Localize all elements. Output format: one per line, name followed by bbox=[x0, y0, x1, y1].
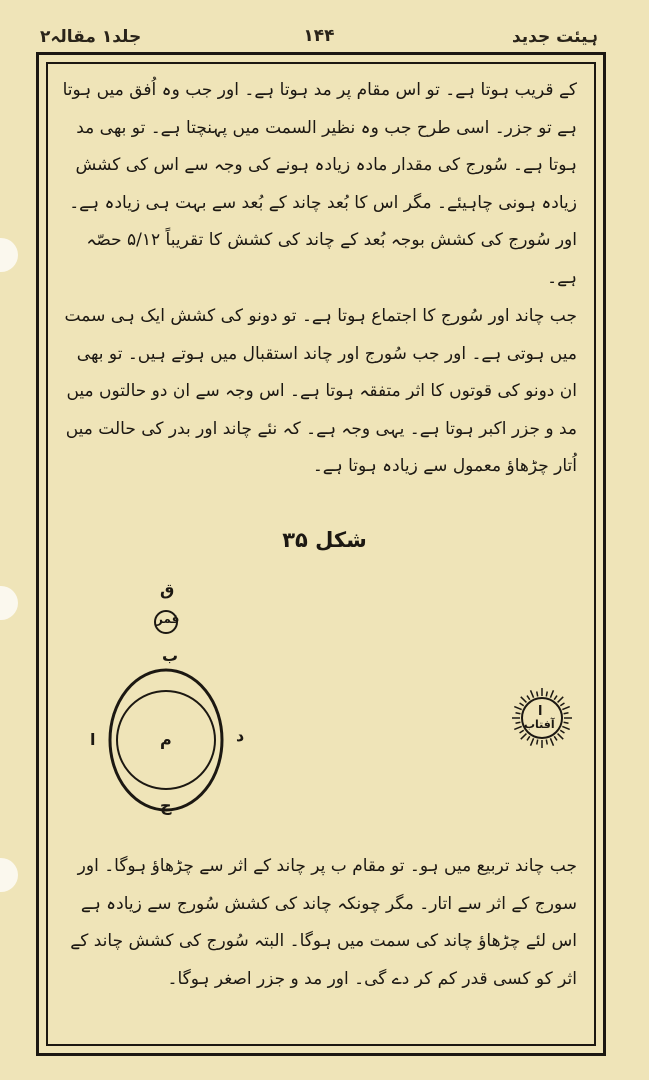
label-sun: آفتاب bbox=[524, 718, 555, 731]
label-sun-letter: ا bbox=[538, 704, 543, 719]
label-moon: قمر bbox=[156, 612, 180, 626]
paragraph-2: جب چاند اور سُورج کا اجتماع ہوتا ہے۔ تو دونو کی کشش ایک ہی سمت میں ہوتی ہے۔ اور جب سُورج اور چاند استقبال میں ہوتے ہیں۔ تو بھی ان دونو کی قوتوں کا اثر متفقہ ہوتا ہے۔ اس وجہ سے ان دو حالتوں میں مد و جزر اکبر ہوتا ہے۔ یہی وجہ ہے۔ کہ نئے چاند اور بدر کی حالت میں اُتار چڑھاؤ معمول سے زیادہ ہوتا ہے۔ bbox=[64, 306, 577, 476]
page-header bbox=[40, 22, 598, 56]
paragraph-3: جب چاند تربیع میں ہو۔ تو مقام ب پر چاند کے اثر سے چڑھاؤ ہوگا۔ اور سورج کے اثر سے اتار۔ مگر چونکہ چاند کی کشش سُورج سے زیادہ ہے اس لئے چڑھاؤ چاند کی سمت میں ہوگا۔ البتہ سُورج کی کشش چاند کے اثر کو کسی قدر کم کر دے گی۔ اور مد و جزر اصغر ہوگا۔ bbox=[70, 856, 577, 989]
figure-caption: شکل ۳۵ bbox=[282, 528, 367, 552]
binder-hole bbox=[0, 586, 18, 620]
label-point-d: د bbox=[236, 726, 245, 745]
label-center: م bbox=[160, 730, 172, 749]
binder-hole bbox=[0, 238, 18, 272]
label-point-a: ا bbox=[90, 730, 96, 749]
label-point-b: ب bbox=[162, 646, 179, 665]
volume-label: جلد۱ مقالہ۲ bbox=[40, 27, 142, 47]
binder-hole bbox=[0, 858, 18, 892]
label-point-j: ج bbox=[160, 796, 172, 815]
page-number: ۱۴۴ bbox=[303, 26, 335, 46]
label-moon-top: ق bbox=[160, 580, 175, 599]
paragraph-1: کے قریب ہوتا ہے۔ تو اس مقام پر مد ہوتا ہے۔ اور جب وہ اُفق میں ہوتا ہے تو جزر۔ اسی طرح جب وہ نظیر السمت میں پہنچتا ہے۔ تو بھی مد ہوتا ہے۔ سُورج کی مقدار مادہ زیادہ ہونے کی وجہ سے اس کی کشش زیادہ ہونی چاہیئے۔ مگر اس کا بُعد چاند کے بُعد سے بہت ہی زیادہ ہے۔ اور سُورج کی کشش بوجہ بُعد کے چاند کی کشش کا تقریباً ۵/۱۲ حصّہ ہے۔ bbox=[62, 80, 577, 288]
book-title: ہیئت جدید bbox=[511, 27, 598, 47]
